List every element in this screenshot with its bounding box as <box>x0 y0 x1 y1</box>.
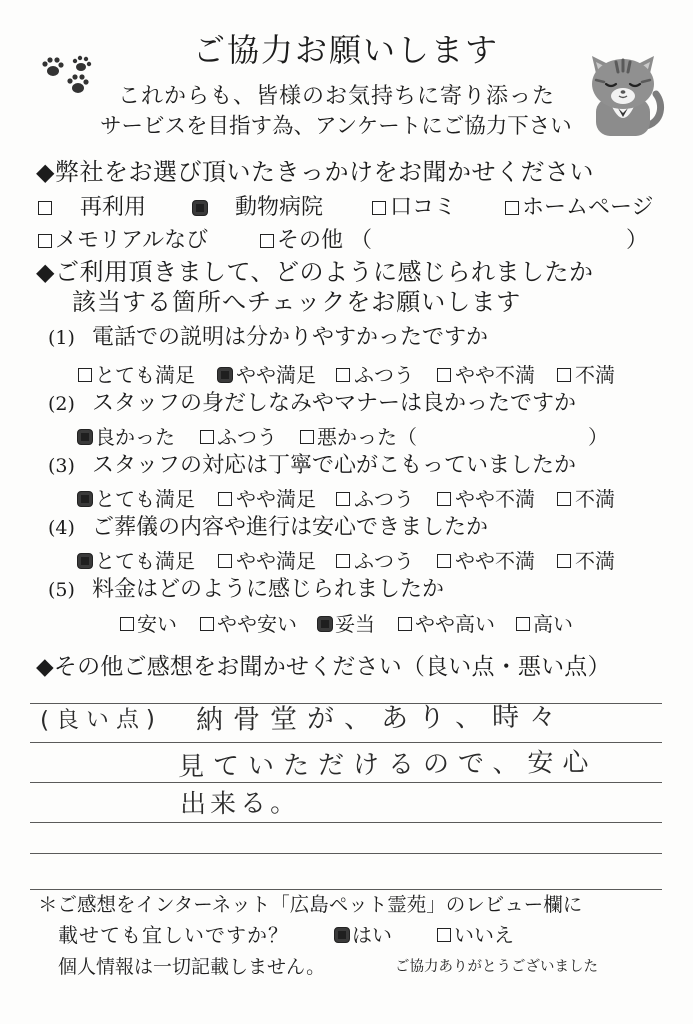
option-label: ふつう <box>354 487 414 511</box>
option-label: やや安い <box>217 612 297 636</box>
q2-3-checkbox[interactable] <box>557 492 571 506</box>
q1-option-label: その他 <box>277 228 344 253</box>
question-number: (1) <box>48 327 75 349</box>
handwritten-tag: (良い点) <box>39 706 163 734</box>
q2-3-checkbox[interactable] <box>336 492 350 506</box>
question-number: (5) <box>48 579 75 601</box>
q2-4-checkbox[interactable] <box>77 553 93 569</box>
review-permission-text: ＊ご感想をインターネット「広島ペット霊苑」のレビュー欄に <box>38 893 583 916</box>
option-label: やや不満 <box>455 549 535 573</box>
q1-heading: ◆弊社をお選び頂いたきっかけをお聞かせください <box>36 158 594 186</box>
q2-1-checkbox[interactable] <box>437 368 451 382</box>
q1-option-label: 口コミ <box>390 195 457 220</box>
handwritten-line-1: 納骨堂が、あり、時々 <box>195 701 567 736</box>
q2-2-checkbox[interactable] <box>200 430 214 444</box>
option-label: 不満 <box>575 549 615 573</box>
option-label: やや高い <box>415 612 495 636</box>
q2-2-checkbox[interactable] <box>77 429 93 445</box>
q2-heading: ◆ご利用頂きまして、どのように感じられましたか <box>36 258 594 286</box>
q1-option-label: 動物病院 <box>235 195 324 220</box>
option-label: 良かった <box>95 425 175 449</box>
cat-illustration <box>582 42 666 138</box>
q2-1-checkbox[interactable] <box>217 367 233 383</box>
q2-2-note-open-paren: （ <box>397 425 417 449</box>
option-label: とても満足 <box>95 487 195 511</box>
intro-line-1: これからも、皆様のお気持ちに寄り添った <box>118 84 556 109</box>
paw-prints-icon <box>40 55 96 99</box>
option-label: 不満 <box>575 487 615 511</box>
q1-other-open-paren: （ <box>350 228 373 253</box>
option-label: やや不満 <box>455 363 535 387</box>
q2-5-checkbox[interactable] <box>516 617 530 631</box>
q2-3-checkbox[interactable] <box>437 492 451 506</box>
option-label: やや満足 <box>236 363 316 387</box>
q1-checkbox-animal-hospital[interactable] <box>192 200 208 216</box>
option-label: 不満 <box>575 363 615 387</box>
q2-5-checkbox[interactable] <box>317 616 333 632</box>
q1-option-label: 再利用 <box>80 195 147 220</box>
question-number: (2) <box>48 393 75 415</box>
q2-4-checkbox[interactable] <box>437 554 451 568</box>
option-label: やや満足 <box>236 487 316 511</box>
intro-line-2: サービスを目指す為、アンケートにご協力下さい <box>100 114 572 139</box>
permission-no-checkbox[interactable] <box>437 928 451 942</box>
q2-5-checkbox[interactable] <box>200 617 214 631</box>
question-text: 電話での説明は分かりやすかったですか <box>92 325 489 350</box>
ruled-line <box>30 889 662 890</box>
q2-1-checkbox[interactable] <box>336 368 350 382</box>
permission-question: 載せても宜しいですか？ <box>58 923 289 947</box>
option-label: 高い <box>533 612 573 636</box>
q2-subheading: 該当する箇所へチェックをお願いします <box>72 288 522 316</box>
ruled-line <box>30 853 662 854</box>
q2-4-checkbox[interactable] <box>557 554 571 568</box>
option-label: やや不満 <box>455 487 535 511</box>
page-title: ご協力お願いします <box>193 31 500 69</box>
q3-heading: ◆その他ご感想をお聞かせください（良い点・悪い点） <box>36 654 611 680</box>
thanks-note: ご協力ありがとうございました <box>395 959 598 975</box>
question-text: スタッフの対応は丁寧で心がこもっていましたか <box>92 453 577 478</box>
q1-option-label: ホームページ <box>522 195 654 220</box>
q2-3-checkbox[interactable] <box>77 491 93 507</box>
question-text: 料金はどのように感じられましたか <box>92 577 445 602</box>
q2-2-note-close-paren: ） <box>588 425 608 449</box>
ruled-line <box>30 782 662 783</box>
option-label: とても満足 <box>95 363 195 387</box>
option-label: ふつう <box>354 549 414 573</box>
question-text: スタッフの身だしなみやマナーは良かったですか <box>92 391 577 416</box>
q2-2-checkbox[interactable] <box>300 430 314 444</box>
permission-no-label: いいえ <box>454 923 514 947</box>
privacy-note: 個人情報は一切記載しません。 <box>58 956 326 978</box>
permission-yes-label: はい <box>352 923 392 947</box>
q2-5-checkbox[interactable] <box>120 617 134 631</box>
q1-option-label: メモリアルなび <box>55 228 209 253</box>
option-label: とても満足 <box>95 549 195 573</box>
question-number: (4) <box>48 517 75 539</box>
option-label: 悪かった <box>317 425 397 449</box>
permission-yes-checkbox[interactable] <box>334 927 350 943</box>
handwritten-line-2: 見ていただけるので、安心 <box>177 747 598 783</box>
option-label: 安い <box>137 612 177 636</box>
ruled-line <box>30 742 662 743</box>
q2-4-checkbox[interactable] <box>336 554 350 568</box>
option-label: ふつう <box>217 425 277 449</box>
q2-1-checkbox[interactable] <box>78 368 92 382</box>
q1-checkbox-memorial-navi[interactable] <box>38 234 52 248</box>
question-text: ご葬儀の内容や進行は安心できましたか <box>92 515 489 540</box>
q2-1-checkbox[interactable] <box>557 368 571 382</box>
option-label: やや満足 <box>236 549 316 573</box>
option-label: ふつう <box>354 363 414 387</box>
option-label: 妥当 <box>335 612 375 636</box>
q1-other-close-paren: ） <box>626 228 649 253</box>
q1-checkbox-reuse[interactable] <box>38 201 52 215</box>
q2-5-checkbox[interactable] <box>398 617 412 631</box>
q1-checkbox-other[interactable] <box>260 234 274 248</box>
ruled-line <box>30 822 662 823</box>
question-number: (3) <box>48 455 75 477</box>
q1-checkbox-homepage[interactable] <box>505 201 519 215</box>
q2-3-checkbox[interactable] <box>218 492 232 506</box>
handwritten-line-3: 出来る。 <box>179 788 301 820</box>
q1-checkbox-word-of-mouth[interactable] <box>372 201 386 215</box>
q2-4-checkbox[interactable] <box>218 554 232 568</box>
